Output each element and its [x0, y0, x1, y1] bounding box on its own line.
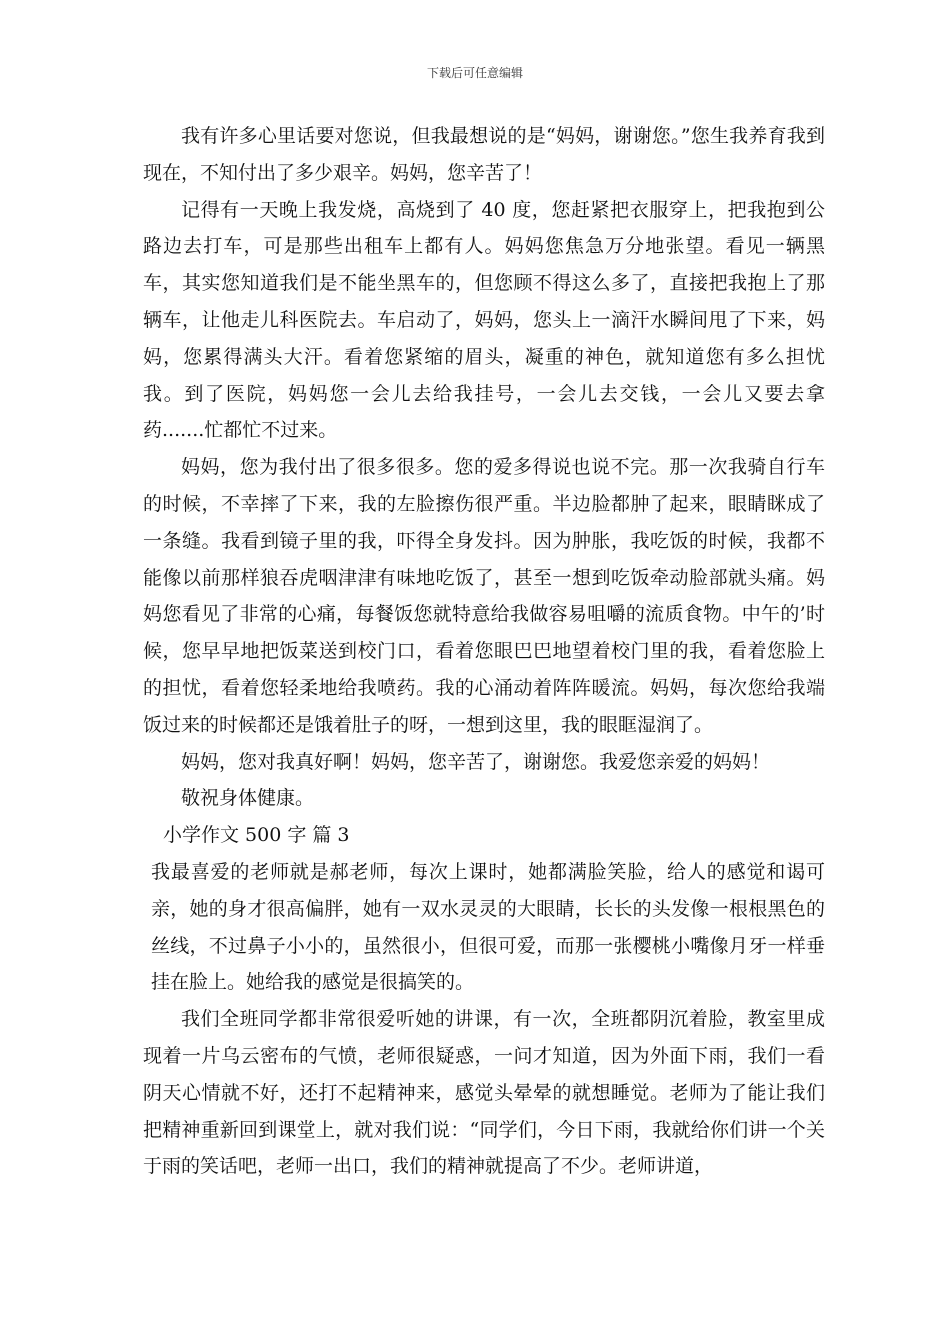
paragraph-5: 敬祝身体健康。: [181, 787, 315, 810]
paragraph-2: 记得有一天晚上我发烧，高烧到了 40 度，您赶紧把衣服穿上，把我抱到公路边去打车，可是那些出租车上都有人。妈妈您焦急万分地张望。看见一辆黑车，其实您知道我们是不能坐黑车的，但您顾不得这么多了，直接把我抱上了那辆车，让他走儿科医院去。车启动了，妈妈，您头上一滴汗水瞬间甩了下来，妈妈，您累得满头大汗。看着您紧缩的眉头，凝重的神色，就知道您有多么担忧我。到了医院，妈妈您一会儿去给我挂号，一会儿去交钱，一会儿又要去拿药.......忙都忙不过来。: [143, 198, 825, 442]
section-title: 小学作文 500 字 篇 3: [163, 824, 350, 847]
paragraph-4: 妈妈，您对我真好啊！妈妈，您辛苦了，谢谢您。我爱您亲爱的妈妈！: [181, 750, 771, 773]
section-paragraph-2: 我们全班同学都非常很爱听她的讲课，有一次，全班都阴沉着脸，教室里成现着一片乌云密布的气愤，老师很疑惑，一问才知道，因为外面下雨，我们一看阴天心情就不好，还打不起精神来，感觉头晕晕的就想睡觉。老师为了能让我们把精神重新回到课堂上，就对我们说：“同学们，今日下雨，我就给你们讲一个关于雨的笑话吧，老师一出口，我们的精神就提高了不少。老师讲道，: [143, 1008, 825, 1178]
document-body: [143, 118, 825, 1185]
section-paragraph-1: 我最喜爱的老师就是郝老师，每次上课时，她都满脸笑脸，给人的感觉和谒可亲，她的身才很高偏胖，她有一双水灵灵的大眼睛，长长的头发像一根根黑色的丝线，不过鼻子小小的，虽然很小，但很可爱，而那一张樱桃小嘴像月牙一样垂挂在脸上。她给我的感觉是很搞笑的。: [151, 860, 825, 994]
paragraph-3: 妈妈，您为我付出了很多很多。您的爱多得说也说不完。那一次我骑自行车的时候，不幸摔了下来，我的左脸擦伤很严重。半边脸都肿了起来，眼睛眯成了一条缝。我看到镜子里的我，吓得全身发抖。因为肿胀，我吃饭的时候，我都不能像以前那样狼吞虎咽津津有味地吃饭了，甚至一想到吃饭牵动脸部就头痛。妈妈您看见了非常的心痛，每餐饭您就特意给我做容易咀嚼的流质食物。中午的’时候，您早早地把饭菜送到校门口，看着您眼巴巴地望着校门里的我，看着您脸上的担忧，看着您轻柔地给我喷药。我的心涌动着阵阵暖流。妈妈，每次您给我端饭过来的时候都还是饿着肚子的呀，一想到这里，我的眼眶湿润了。: [143, 456, 825, 736]
paragraph-1: 我有许多心里话要对您说，但我最想说的是“妈妈，谢谢您。”您生我养育我到现在，不知付出了多少艰辛。妈妈，您辛苦了！: [143, 125, 825, 184]
page-header: 下载后可任意编辑: [426, 66, 523, 80]
